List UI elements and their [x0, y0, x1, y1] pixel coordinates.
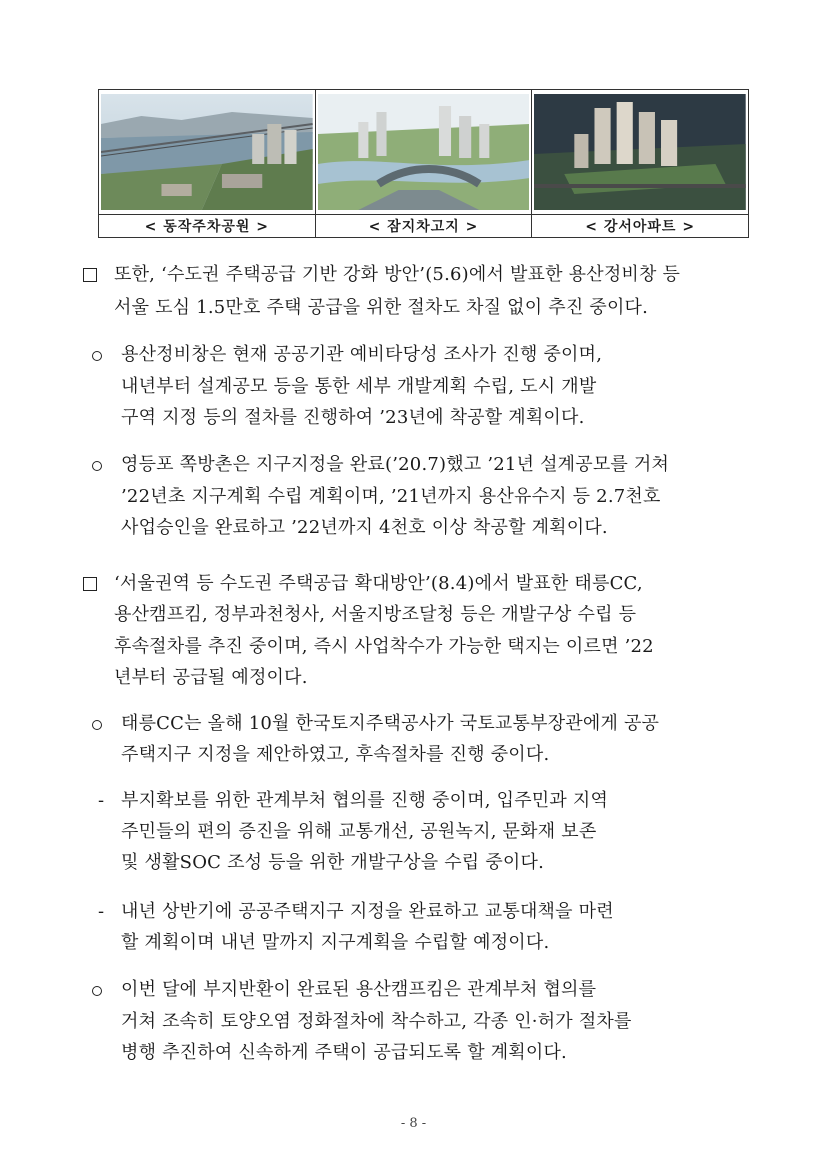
body-line: 이번 달에 부지반환이 완료된 용산캠프킴은 관계부처 협의를 — [121, 979, 597, 1000]
caption-dongjak: < 동작주차공원 > — [99, 215, 316, 238]
body-line: 부지확보를 위한 관계부처 협의를 진행 중이며, 입주민과 지역 — [121, 790, 609, 811]
apartment-complex-image — [534, 94, 746, 210]
body-line: 또한, ‘수도권 주택공급 기반 강화 방안’(5.6)에서 발표한 용산정비창 등 — [114, 264, 681, 285]
body-line: 내년 상반기에 공공주택지구 지정을 완료하고 교통대책을 마련 — [121, 901, 614, 922]
body-line: 내년부터 설계공모 등을 통한 세부 개발계획 수립, 도시 개발 — [121, 376, 597, 397]
caption-gangseo: < 강서아파트 > — [532, 215, 749, 238]
body-line: 용산정비창은 현재 공공기관 예비타당성 조사가 진행 중이며, — [121, 344, 603, 365]
circle-bullet-icon — [92, 986, 102, 996]
body-line: 태릉CC는 올해 10월 한국토지주택공사가 국토교통부장관에게 공공 — [121, 713, 660, 734]
square-bullet-icon — [83, 268, 97, 282]
body-line: 사업승인을 완료하고 ’22년까지 4천호 이상 착공할 계획이다. — [121, 517, 608, 538]
body-line: 서울 도심 1.5만호 주택 공급을 위한 절차도 차질 없이 추진 중이다. — [114, 297, 649, 318]
page-number: - 8 - — [400, 1116, 427, 1131]
body-line: 할 계획이며 내년 말까지 지구계획을 수립할 예정이다. — [121, 932, 550, 953]
body-line: 거쳐 조속히 토양오염 정화절차에 착수하고, 각종 인·허가 절차를 — [121, 1011, 632, 1032]
photo-jamji-garage — [315, 90, 532, 215]
body-line: ’22년초 지구계획 수립 계획이며, ’21년까지 용산유수지 등 2.7천호 — [121, 486, 661, 507]
caption-jamji: < 잠지차고지 > — [315, 215, 532, 238]
photo-table — [98, 89, 749, 238]
body-line: ‘서울권역 등 수도권 주택공급 확대방안’(8.4)에서 발표한 태릉CC, — [114, 573, 643, 594]
body-line: 및 생활SOC 조성 등을 위한 개발구상을 수립 중이다. — [121, 852, 545, 873]
circle-bullet-icon — [92, 720, 102, 730]
body-line: 용산캠프킴, 정부과천청사, 서울지방조달청 등은 개발구상 수립 등 — [114, 604, 637, 625]
body-line: 주민들의 편의 증진을 위해 교통개선, 공원녹지, 문화재 보존 — [121, 821, 597, 842]
circle-bullet-icon — [92, 351, 102, 361]
park-towers-image — [318, 94, 530, 210]
body-line: 주택지구 지정을 제안하였고, 후속절차를 진행 중이다. — [121, 744, 550, 765]
body-line: 년부터 공급될 예정이다. — [114, 667, 308, 688]
body-line: 병행 추진하여 신속하게 주택이 공급되도록 할 계획이다. — [121, 1042, 567, 1063]
dash-bullet: - — [98, 901, 105, 922]
circle-bullet-icon — [92, 461, 102, 471]
dash-bullet: - — [98, 790, 105, 811]
photo-gangseo-apartment — [532, 90, 749, 215]
body-line: 영등포 쪽방촌은 지구지정을 완료(’20.7)했고 ’21년 설계공모를 거쳐 — [121, 454, 670, 475]
river-bridge-image — [101, 94, 313, 210]
square-bullet-icon — [83, 577, 97, 591]
body-line: 구역 지정 등의 절차를 진행하여 ’23년에 착공할 계획이다. — [121, 407, 585, 428]
body-line: 후속절차를 추진 중이며, 즉시 사업착수가 가능한 택지는 이르면 ’22 — [114, 636, 654, 657]
photo-dongjak-parking-park — [99, 90, 316, 215]
